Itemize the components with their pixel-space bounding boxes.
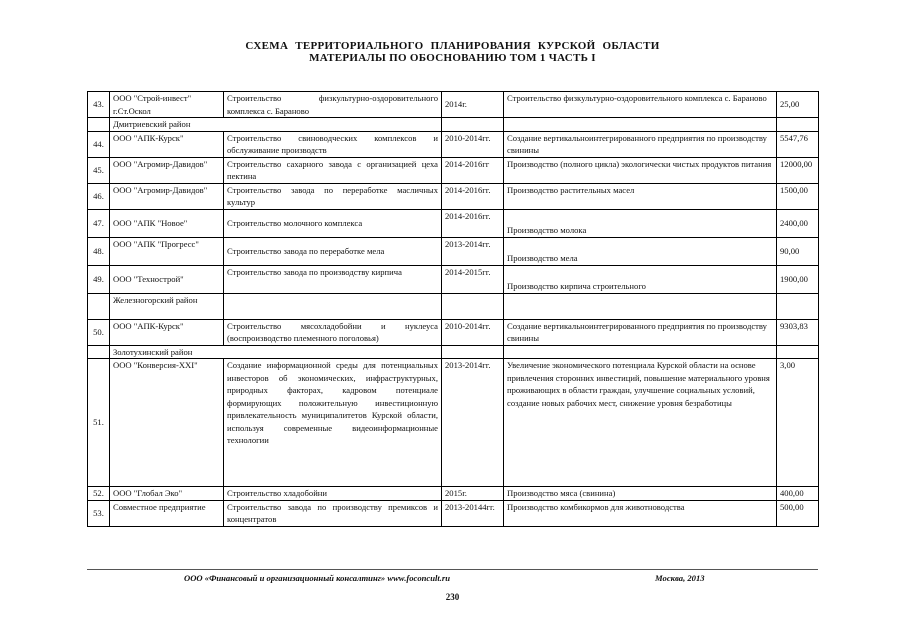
amount-cell: 400,00 [777, 487, 819, 501]
period-cell: 2013-2014гг. [442, 237, 504, 265]
table-row [88, 237, 819, 265]
project-cell: Строительство молочного комплекса [224, 209, 442, 237]
organization-cell: ООО "Агромир-Давидов" [110, 157, 224, 183]
amount-cell: 500,00 [777, 500, 819, 526]
document-title: СХЕМА ТЕРРИТОРИАЛЬНОГО ПЛАНИРОВАНИЯ КУРСКОЙ ОБЛАСТИ [245, 40, 660, 52]
project-cell: Строительство физкультурно-оздоровительного комплекса с. Бараново [224, 92, 442, 118]
footer-divider [87, 569, 818, 570]
purpose-cell: Производство мяса (свинина) [504, 487, 777, 501]
table-row [88, 131, 819, 157]
row-number: 51. [88, 359, 110, 487]
row-number: 44. [88, 131, 110, 157]
organization-cell: ООО "Агромир-Давидов" [110, 183, 224, 209]
period-cell: 2015г. [442, 487, 504, 501]
organization-cell: ООО "АПК "Новое" [110, 209, 224, 237]
amount-cell: 3,00 [777, 359, 819, 487]
row-number: 53. [88, 500, 110, 526]
amount-cell: 5547,76 [777, 131, 819, 157]
amount-cell: 1900,00 [777, 265, 819, 293]
project-cell: Строительство завода по переработке мела [224, 237, 442, 265]
purpose-cell: Производство растительных масел [504, 183, 777, 209]
page-number: 230 [445, 592, 460, 602]
period-cell: 2014-2016гг. [442, 183, 504, 209]
row-number: 47. [88, 209, 110, 237]
purpose-cell: Создание вертикальноинтегрированного предприятия по производству свинины [504, 319, 777, 345]
district-row [88, 293, 819, 319]
table-row [88, 359, 819, 487]
period-cell: 2013-2014гг. [442, 359, 504, 487]
row-number: 48. [88, 237, 110, 265]
organization-cell: ООО "АПК "Прогресс" [110, 237, 224, 265]
period-cell: 2010-2014гг. [442, 131, 504, 157]
purpose-cell: Производство мела [504, 237, 777, 265]
organization-cell: ООО "Глобал Эко" [110, 487, 224, 501]
project-cell: Строительство завода по производству премиксов и концентратов [224, 500, 442, 526]
table-row [88, 500, 819, 526]
period-cell: 2013-20144гг. [442, 500, 504, 526]
row-number: 52. [88, 487, 110, 501]
amount-cell: 2400,00 [777, 209, 819, 237]
table-row [88, 157, 819, 183]
table-row [88, 319, 819, 345]
organization-cell: ООО "АПК-Курск" [110, 131, 224, 157]
project-cell: Строительство мясохладобойни и нуклеуса (воспроизводство племенного поголовья) [224, 319, 442, 345]
project-cell: Строительство хладобойни [224, 487, 442, 501]
purpose-cell: Производство (полного цикла) экологически чистых продуктов питания [504, 157, 777, 183]
purpose-cell: Производство комбикормов для животноводства [504, 500, 777, 526]
purpose-cell: Строительство физкультурно-оздоровительного комплекса с. Бараново [504, 92, 777, 118]
row-number: 46. [88, 183, 110, 209]
document-subtitle: МАТЕРИАЛЫ ПО ОБОСНОВАНИЮ ТОМ 1 ЧАСТЬ I [309, 52, 596, 64]
amount-cell: 9303,83 [777, 319, 819, 345]
table-row [88, 487, 819, 501]
table-row [88, 209, 819, 237]
purpose-cell: Создание вертикальноинтегрированного предприятия по производству свинины [504, 131, 777, 157]
period-cell: 2014-2016гг. [442, 209, 504, 237]
organization-cell: ООО "Технострой" [110, 265, 224, 293]
organization-cell: ООО "Строй-инвест" г.Ст.Оскол [110, 92, 224, 118]
organization-cell: ООО "АПК-Курск" [110, 319, 224, 345]
period-cell: 2014г. [442, 92, 504, 118]
period-cell: 2014-2015гг. [442, 265, 504, 293]
purpose-cell: Производство кирпича строительного [504, 265, 777, 293]
row-number: 43. [88, 92, 110, 118]
table-row [88, 265, 819, 293]
investment-projects-table [87, 91, 819, 527]
project-cell: Строительство свиноводческих комплексов и обслуживание производств [224, 131, 442, 157]
footer-city-year: Москва, 2013 [655, 573, 705, 583]
amount-cell: 25,00 [777, 92, 819, 118]
project-cell: Строительство завода по производству кирпича [224, 265, 442, 293]
district-name: Золотухинский район [110, 345, 442, 359]
row-number: 45. [88, 157, 110, 183]
project-cell: Строительство сахарного завода с организацией цеха пектина [224, 157, 442, 183]
purpose-cell: Увеличение экономического потенциала Курской области на основе привлечения сторонних инвестиций, повышение материального уровня проживающих в области граждан, улучшение социальных условий, создание новых рабочих мест, снижение уровня безработицы [504, 359, 777, 487]
purpose-cell: Производство молока [504, 209, 777, 237]
table-row [88, 92, 819, 118]
amount-cell: 12000,00 [777, 157, 819, 183]
row-number: 49. [88, 265, 110, 293]
district-row [88, 345, 819, 359]
district-name: Железногорский район [110, 293, 224, 319]
amount-cell: 1500,00 [777, 183, 819, 209]
project-cell: Строительство завода по переработке масличных культур [224, 183, 442, 209]
organization-cell: Совместное предприятие [110, 500, 224, 526]
organization-cell: ООО "Конверсия-XXI" [110, 359, 224, 487]
district-row [88, 118, 819, 132]
amount-cell: 90,00 [777, 237, 819, 265]
project-cell: Создание информационной среды для потенциальных инвесторов об экономических, инфраструктурных, природных факторах, кадровом потенциале формирующих положительную инвестиционную привлекательность муниципалитетов Курской области, используя современные видеоинформационные технологии [224, 359, 442, 487]
period-cell: 2014-2016гг [442, 157, 504, 183]
row-number: 50. [88, 319, 110, 345]
district-name: Дмитриевский район [110, 118, 442, 132]
table-row [88, 183, 819, 209]
footer-company: ООО «Финансовый и организационный консалтинг» www.foconcult.ru [184, 573, 451, 583]
period-cell: 2010-2014гг. [442, 319, 504, 345]
